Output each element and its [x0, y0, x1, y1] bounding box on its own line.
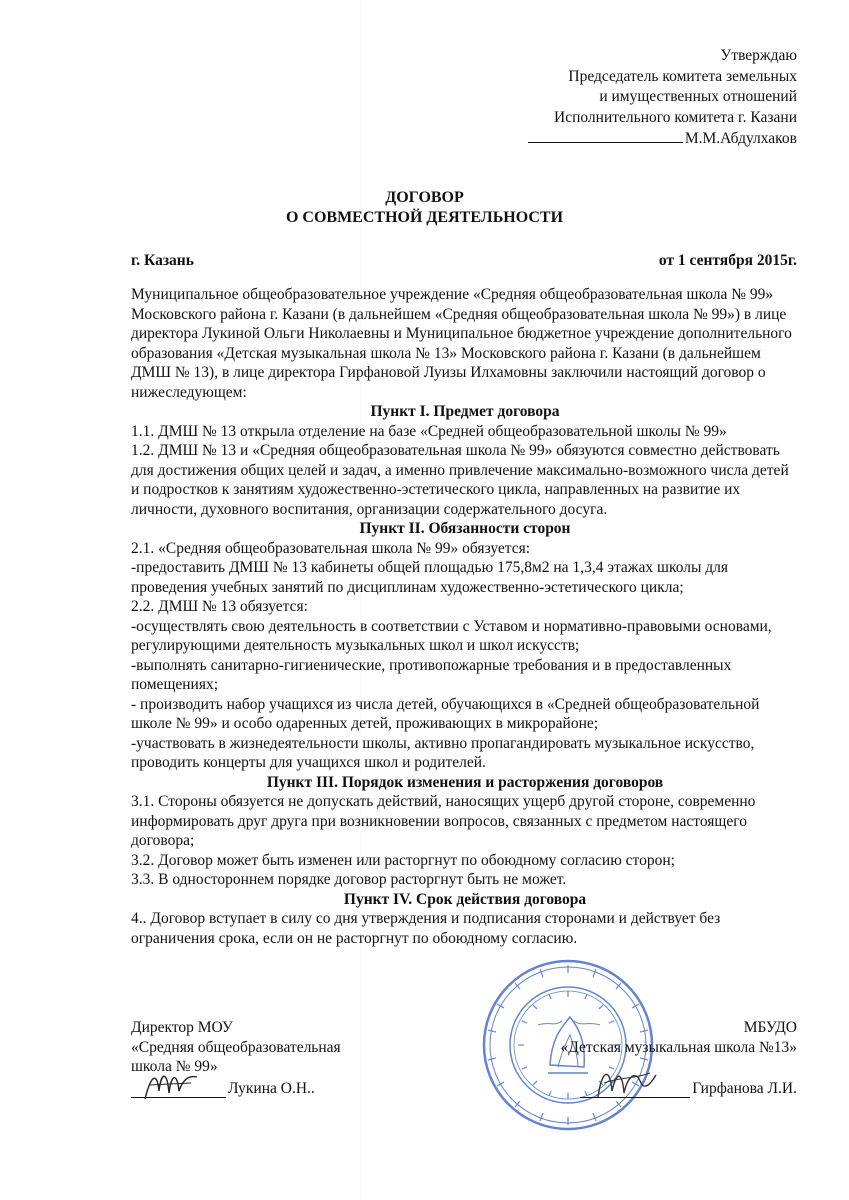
section-heading: Пункт II. Обязанности сторон: [359, 520, 571, 537]
section-heading: Пункт I. Предмет договора: [370, 403, 560, 420]
approval-signer: М.М.Абдулхаков: [684, 130, 797, 147]
intro-paragraph: Муниципальное общеобразовательное учреждение «Средняя общеобразовательная школа № 99» Московского района г. Казани (в дальнейшем «Средняя общеобразовательная школа № 99») в лице директора Лукиной Ольги Николаевны и Муниципальное бюджетное учреждение дополнительного образования «Детская музыкальная школа № 13» Московского района г. Казани (в дальнейшем ДМШ № 13), в лице директора Гирфановой Луизы Илхамовны заключили настоящий договор о нижеследующем:: [131, 286, 792, 401]
section-heading: Пункт III. Порядок изменения и расторжения договоров: [266, 773, 664, 791]
right-signature-blank: [580, 1081, 690, 1098]
paragraph: -предоставить ДМШ № 13 кабинеты общей площадью 175,8м2 на 1,3,4 этажах школы для проведения учебных занятий по дисциплинам художественно-эстетического цикла;: [131, 559, 729, 596]
document-title: [0, 188, 849, 228]
paragraph: -выполнять санитарно-гигиенические, противопожарные требования и в предоставленных помещениях;: [131, 656, 732, 693]
paragraph: -участвовать в жизнедеятельности школы, активно пропагандировать музыкальное искусство, проводить концерты для учащихся школ и родителей.: [131, 734, 755, 771]
paragraph: 4.. Договор вступает в силу со дня утверждения и подписания сторонами и действует без ограничения срока, если он не расторгнут по обоюдному согласию.: [131, 910, 721, 947]
paragraph: 1.1. ДМШ № 13 открыла отделение на базе «Средней общеобразовательной школы № 99»: [131, 422, 727, 440]
left-signature-row: [131, 1079, 341, 1099]
contract-date: от 1 сентября 2015г.: [658, 252, 797, 269]
signature-right: [560, 1018, 797, 1098]
left-signer: Лукина О.Н..: [228, 1079, 315, 1097]
paragraph: - производить набор учащихся из числа детей, обучающихся в «Средней общеобразовательной школе № 99» и особо одаренных детей, проживающих в микрорайоне;: [131, 695, 760, 732]
paragraph: 2.2. ДМШ № 13 обязуется:: [131, 598, 308, 615]
right-position-line-1: МБУДО: [743, 1019, 797, 1036]
right-signer: Гирфанова Л.И.: [692, 1079, 797, 1097]
left-position-line-2: «Средняя общеобразовательная: [131, 1038, 341, 1056]
section-3: [131, 773, 799, 890]
contract-place: г. Казань: [131, 252, 194, 269]
section-1: [131, 402, 799, 519]
contract-body: [131, 285, 799, 948]
paragraph: -осуществлять свою деятельность в соответствии с Уставом и нормативно-правовыми основами, регулирующими деятельность музыкальных школ и школ искусств;: [131, 617, 772, 654]
approval-word: Утверждаю: [720, 47, 797, 64]
paragraph: 1.2. ДМШ № 13 и «Средняя общеобразовательная школа № 99» обязуются совместно действовать для достижения общих целей и задач, а именно привлечение максимально-возможного числа детей и подростков к занятиям художественно-эстетического цикла, направленных на развитие их личности, духовного воспитания, организации содержательного досуга.: [131, 442, 789, 518]
approval-block: [528, 46, 797, 150]
paragraph: 3.2. Договор может быть изменен или расторгнут по обоюдному согласию сторон;: [131, 851, 675, 869]
signature-left: [131, 1018, 341, 1098]
left-position-line-1: Директор МОУ: [131, 1019, 233, 1036]
section-heading: Пункт IV. Срок действия договора: [343, 890, 587, 908]
paragraph: 3.1. Стороны обязуется не допускать действий, наносящих ущерб другой стороне, современно информировать друг друга при возникновении вопросов, связанных с предметом настоящего договора;: [131, 793, 756, 849]
section-2: [131, 519, 799, 773]
approval-signature-blank: [528, 128, 683, 143]
section-4: [131, 890, 799, 949]
right-position-line-2: «Детская музыкальная школа №13»: [560, 1038, 797, 1056]
approval-position-line-1: Председатель комитета земельных: [568, 67, 797, 85]
handwritten-signature: [141, 1065, 201, 1105]
approval-position-line-2: и имущественных отношений: [599, 88, 797, 105]
approval-position-line-3: Исполнительного комитета г. Казани: [554, 108, 797, 126]
place-date-row: [131, 252, 797, 270]
handwritten-signature: [590, 1061, 660, 1105]
approval-signature-line: [528, 128, 797, 150]
left-position-line-3: школа № 99»: [131, 1058, 218, 1075]
title-line-2: О СОВМЕСТНОЙ ДЕЯТЕЛЬНОСТИ: [285, 209, 564, 226]
right-signature-row: [560, 1079, 797, 1099]
left-signature-blank: [131, 1081, 226, 1098]
title-line-1: ДОГОВОР: [385, 189, 464, 206]
paragraph: 2.1. «Средняя общеобразовательная школа № 99» обязуется:: [131, 539, 531, 557]
paragraph: 3.3. В одностороннем порядке договор расторгнут быть не может.: [131, 871, 567, 888]
